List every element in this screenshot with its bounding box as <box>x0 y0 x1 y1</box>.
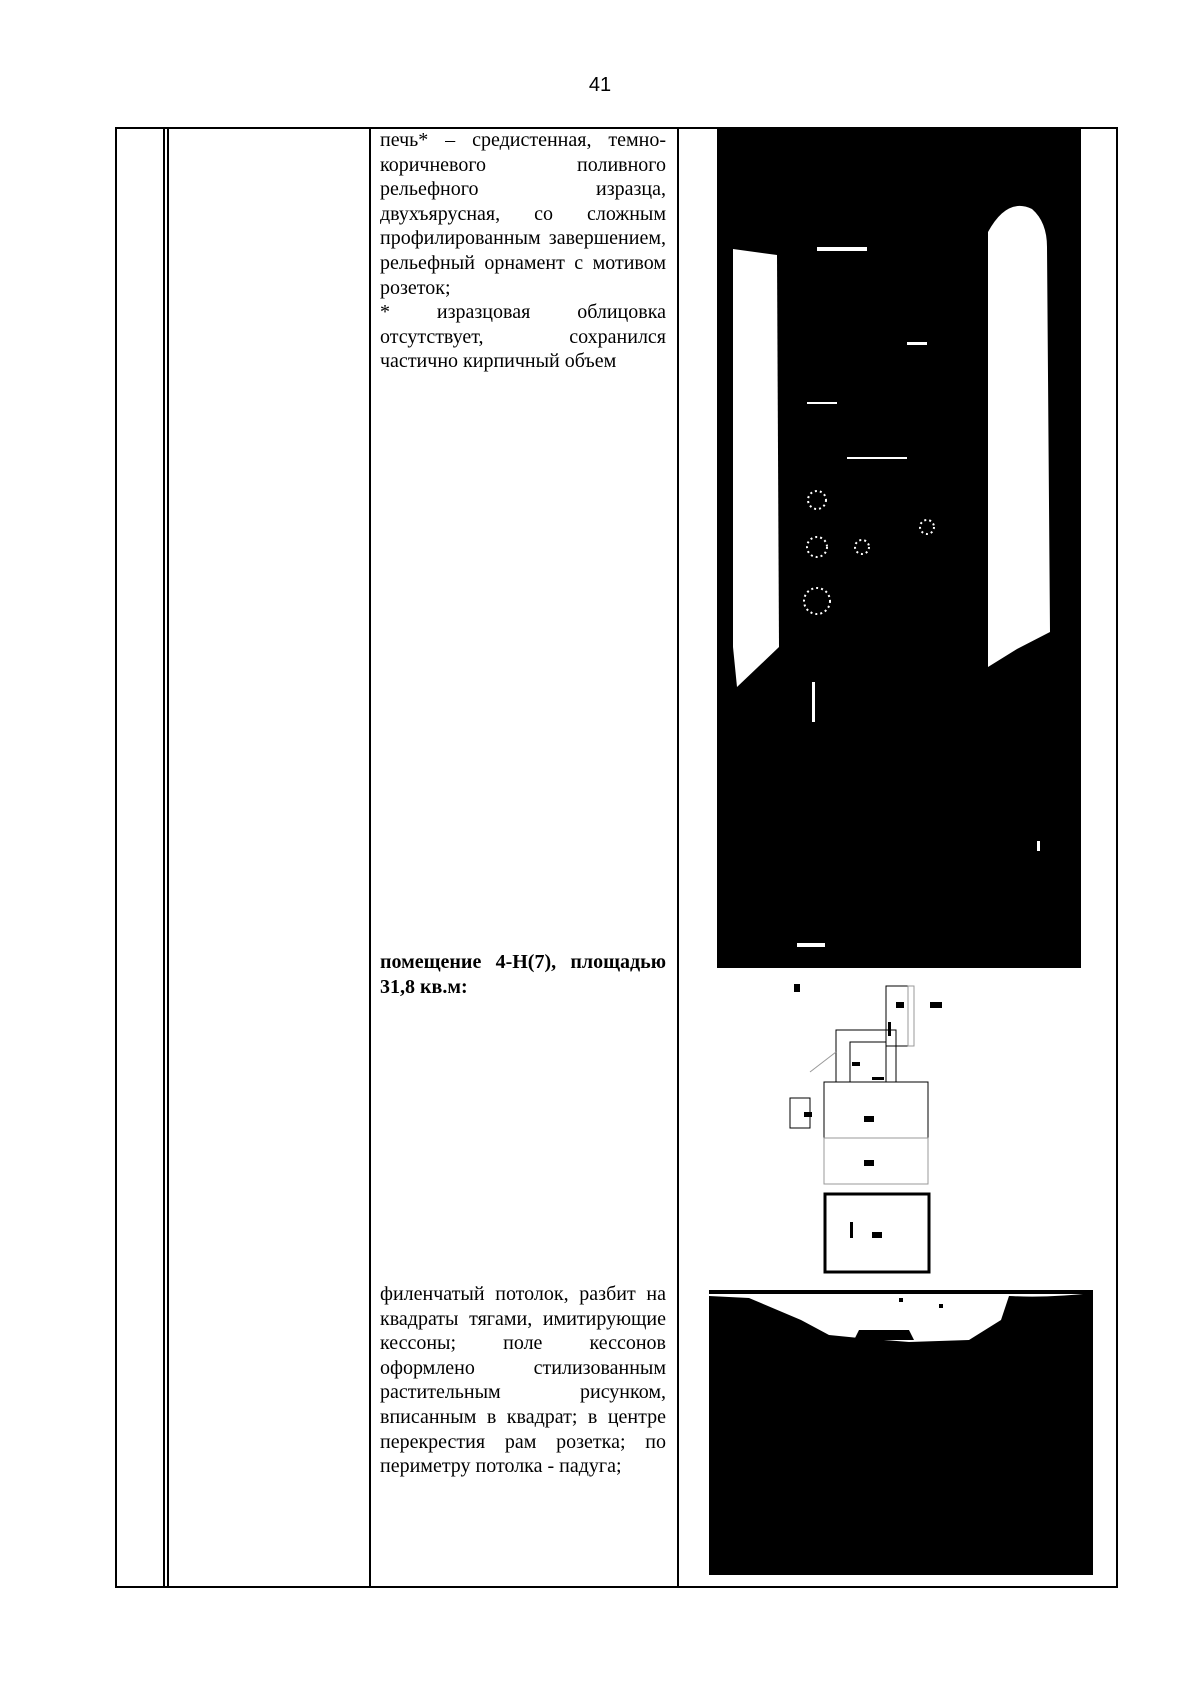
table-column-divider <box>163 127 165 1588</box>
ceiling-description: филенчатый потолок, разбит на квадраты тягами, имитирующие кессоны; поле кессонов оформлено стилизованным растительным рисунком, вписанным в квадрат; в центре перекрестия рам розетка; по периметру потолка - падуга; <box>380 1283 666 1478</box>
stove-photo <box>717 127 1081 968</box>
stove-note: * изразцовая облицовка отсутствует, сохранился частично кирпичный объем <box>380 301 666 373</box>
room-heading: помещение 4-Н(7), площадью 31,8 кв.м: <box>380 951 666 998</box>
page-number: 41 <box>588 74 612 96</box>
stove-photo-graphic <box>717 127 1081 968</box>
table-column-divider <box>677 127 679 1588</box>
ceiling-photo-graphic <box>709 1290 1093 1575</box>
table-column-divider <box>369 127 371 1588</box>
ceiling-photo <box>709 1290 1093 1575</box>
floor-plan <box>780 982 1010 1280</box>
table-column-divider <box>167 127 169 1588</box>
floor-plan-graphic <box>780 982 1010 1280</box>
stove-description: печь* – средистенная, темно-коричневого поливного рельефного изразца, двухъярусная, со сложным профилированным завершением, рельефный орнамент с мотивом розеток; <box>380 129 666 299</box>
stove-description-cell <box>380 128 666 374</box>
